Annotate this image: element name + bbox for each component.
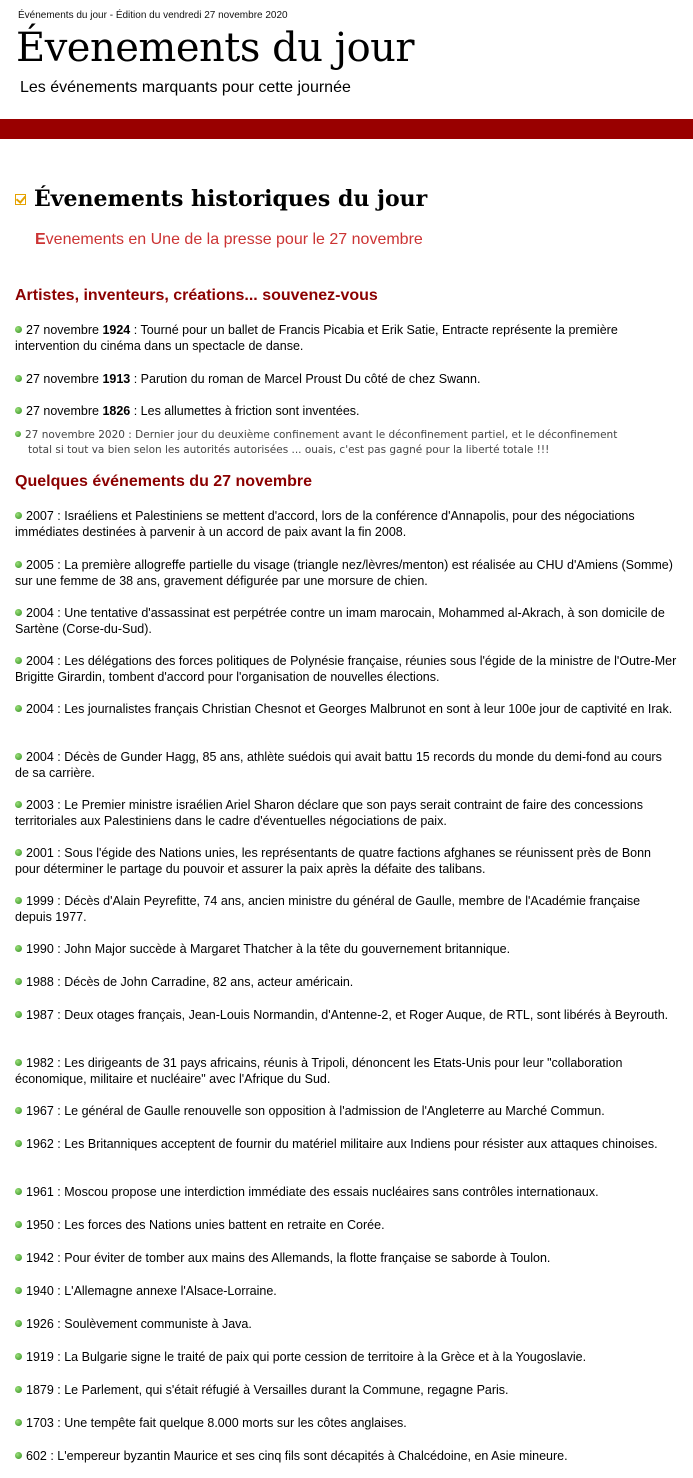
event-item: [15, 749, 677, 781]
artists-section-title: Artistes, inventeurs, créations... souvenez-vous: [15, 287, 378, 304]
green-bullet-icon: [15, 657, 22, 664]
list-item: [15, 508, 677, 540]
event-text: 1982 : Les dirigeants de 31 pays africains, réunis à Tripoli, dénoncent les Etats-Unis pour leur "collaboration économique, militaire et nucléaire" avec l'Afrique du Sud.: [15, 1056, 623, 1086]
edition-line: Événements du jour - Édition du vendredi 27 novembre 2020: [18, 10, 288, 21]
event-item: [15, 605, 677, 637]
site-title[interactable]: Évenements du jour: [16, 25, 415, 71]
event-text: 1961 : Moscou propose une interdiction immédiate des essais nucléaires sans contrôles internationaux.: [26, 1185, 599, 1199]
list-item: [15, 797, 677, 829]
artists-list: [15, 322, 677, 355]
green-bullet-icon: [15, 1254, 22, 1261]
green-bullet-icon: [15, 801, 22, 808]
event-item: [15, 1250, 677, 1266]
green-bullet-icon: [15, 512, 22, 519]
list-item: [15, 1136, 677, 1152]
list-item: [15, 1382, 677, 1398]
event-text: 1967 : Le général de Gaulle renouvelle son opposition à l'admission de l'Angleterre au Marché Commun.: [26, 1104, 605, 1118]
list-item: [15, 749, 677, 781]
event-item: [15, 1316, 677, 1332]
event-text: 2004 : Une tentative d'assassinat est perpétrée contre un imam marocain, Mohammed al-Akrach, à son domicile de Sartène (Corse-du-Sud).: [15, 606, 665, 636]
event-text: 1942 : Pour éviter de tomber aux mains des Allemands, la flotte française se saborde à Toulon.: [26, 1251, 551, 1265]
event-text: 2004 : Les journalistes français Christian Chesnot et Georges Malbrunot en sont à leur 100e jour de captivité en Irak.: [26, 702, 673, 716]
list-item: 27 novembre 1913 : Parution du roman de Marcel Proust Du côté de chez Swann.: [15, 371, 677, 387]
event-text: 1703 : Une tempête fait quelque 8.000 morts sur les côtes anglaises.: [26, 1416, 407, 1430]
event-item: [15, 1448, 677, 1464]
green-bullet-icon: [15, 978, 22, 985]
event-item: [15, 701, 677, 717]
green-bullet-icon: [15, 1011, 22, 1018]
event-item: [15, 1184, 677, 1200]
list-item: [15, 845, 677, 877]
list-item: [15, 605, 677, 637]
confinement-note: 27 novembre 2020 : Dernier jour du deuxième confinement avant le déconfinement partiel, et le déconfinement total si tout va bien selon les autorités autorisées ... ouais, c'est pas gagné pour la liberté totale !!!: [15, 428, 655, 458]
list-item: [15, 1007, 677, 1023]
event-item: [15, 1217, 677, 1233]
list-item: 27 novembre 1826 : Les allumettes à friction sont inventées.: [15, 403, 677, 419]
event-text: 1999 : Décès d'Alain Peyrefitte, 74 ans, ancien ministre du général de Gaulle, membre de l'Académie française depuis 1977.: [15, 894, 641, 924]
green-bullet-icon: [15, 1059, 22, 1066]
list-item: [15, 1250, 677, 1266]
event-text: 1940 : L'Allemagne annexe l'Alsace-Lorraine.: [26, 1284, 277, 1298]
list-item: [15, 1103, 677, 1119]
event-item: [15, 1103, 677, 1119]
green-bullet-icon: [15, 1107, 22, 1114]
event-text: 1926 : Soulèvement communiste à Java.: [26, 1317, 252, 1331]
list-item: [15, 1055, 677, 1087]
artists-list-2: [15, 371, 677, 387]
green-bullet-icon: [15, 1221, 22, 1228]
green-bullet-icon: [15, 1419, 22, 1426]
event-text: 1919 : La Bulgarie signe le traité de paix qui porte cession de territoire à la Grèce et à la Yougoslavie.: [26, 1350, 587, 1364]
event-text: 1962 : Les Britanniques acceptent de fournir du matériel militaire aux Indiens pour résister aux attaques chinoises.: [26, 1137, 658, 1151]
event-item: [15, 1415, 677, 1431]
event-item: [15, 974, 677, 990]
green-bullet-icon: [15, 407, 22, 414]
event-text: 602 : L'empereur byzantin Maurice et ses cinq fils sont décapités à Chalcédoine, en Asie mineure.: [26, 1449, 568, 1463]
event-item: [15, 1283, 677, 1299]
event-text: 2007 : Israéliens et Palestiniens se mettent d'accord, lors de la conférence d'Annapolis, pour des négociations immédiates destinées à parvenir à un accord de paix avant la fin 2008.: [15, 509, 635, 539]
event-text: 2004 : Les délégations des forces politiques de Polynésie française, réunies sous l'égide de la ministre de l'Outre-Mer Brigitte Girardin, tombent d'accord pour l'organisation de nouvelles élections.: [15, 654, 677, 684]
list-item: [15, 974, 677, 990]
event-item: [15, 797, 677, 829]
event-text: 1987 : Deux otages français, Jean-Louis Normandin, d'Antenne-2, et Roger Auque, de RTL, sont libérés à Beyrouth.: [26, 1008, 669, 1022]
event-text: 1990 : John Major succède à Margaret Thatcher à la tête du gouvernement britannique.: [26, 942, 511, 956]
event-text: 1988 : Décès de John Carradine, 82 ans, acteur américain.: [26, 975, 354, 989]
green-bullet-icon: [15, 1287, 22, 1294]
event-item: [15, 941, 677, 957]
list-item: [15, 1415, 677, 1431]
green-bullet-icon: [15, 375, 22, 382]
green-bullet-icon: [15, 1320, 22, 1327]
green-bullet-icon: [15, 1140, 22, 1147]
event-text: 1879 : Le Parlement, qui s'était réfugié à Versailles durant la Commune, regagne Paris.: [26, 1383, 509, 1397]
site-subtitle: Les événements marquants pour cette journée: [20, 79, 351, 96]
green-bullet-icon: [15, 753, 22, 760]
green-bullet-icon: [15, 326, 22, 333]
event-item: [15, 508, 677, 540]
green-bullet-icon: [15, 1188, 22, 1195]
event-item: [15, 1007, 677, 1023]
list-item: [15, 1349, 677, 1365]
green-bullet-icon: [15, 431, 21, 437]
list-item: [15, 1217, 677, 1233]
events-section-title: Quelques événements du 27 novembre: [15, 473, 312, 490]
green-bullet-icon: [15, 705, 22, 712]
event-text: 1950 : Les forces des Nations unies battent en retraite en Corée.: [26, 1218, 385, 1232]
event-item: [15, 557, 677, 589]
green-bullet-icon: [15, 1386, 22, 1393]
press-front-page-link[interactable]: [35, 231, 423, 249]
green-bullet-icon: [15, 1353, 22, 1360]
event-text: 2004 : Décès de Gunder Hagg, 85 ans, athlète suédois qui avait battu 15 records du monde du demi-fond au cours de sa carrière.: [15, 750, 662, 780]
list-item: [15, 701, 677, 717]
event-item: [15, 653, 677, 685]
list-item: [15, 1316, 677, 1332]
event-item: [15, 845, 677, 877]
list-item: [15, 1283, 677, 1299]
list-item: [15, 941, 677, 957]
green-bullet-icon: [15, 1452, 22, 1459]
checkbox-icon: [15, 194, 26, 205]
artists-list-3: [15, 403, 677, 419]
green-bullet-icon: [15, 945, 22, 952]
list-item: 27 novembre 1924 : Tourné pour un ballet de Francis Picabia et Erik Satie, Entracte représente la première intervention du cinéma dans un spectacle de danse.: [15, 323, 618, 353]
event-item: [15, 893, 677, 925]
green-bullet-icon: [15, 561, 22, 568]
historical-title: Évenements historiques du jour: [34, 186, 428, 212]
press-link-initial: E: [35, 231, 46, 248]
list-item: [15, 653, 677, 685]
list-item: [15, 557, 677, 589]
historical-heading: [15, 186, 427, 212]
event-item: [15, 1136, 677, 1152]
event-text: 2003 : Le Premier ministre israélien Ariel Sharon déclare que son pays serait contraint de faire des concessions territoriales aux Palestiniens dans le cadre d'éventuelles négociations de paix.: [15, 798, 643, 828]
list-item: [15, 1184, 677, 1200]
event-item: [15, 1055, 677, 1087]
event-item: [15, 1349, 677, 1365]
press-link-text: venements en Une de la presse pour le 27 novembre: [45, 231, 423, 248]
event-text: 2005 : La première allogreffe partielle du visage (triangle nez/lèvres/menton) est réalisée au CHU d'Amiens (Somme) sur une femme de 38 ans, gravement défigurée par une morsure de chien.: [15, 558, 673, 588]
list-item: [15, 893, 677, 925]
header-divider-bar: [0, 119, 693, 139]
list-item: [15, 1448, 677, 1464]
green-bullet-icon: [15, 609, 22, 616]
event-text: 2001 : Sous l'égide des Nations unies, les représentants de quatre factions afghanes se réunissent près de Bonn pour déterminer le partage du pouvoir et assurer la paix après la défaite des talibans.: [15, 846, 652, 876]
green-bullet-icon: [15, 897, 22, 904]
green-bullet-icon: [15, 849, 22, 856]
event-item: [15, 1382, 677, 1398]
